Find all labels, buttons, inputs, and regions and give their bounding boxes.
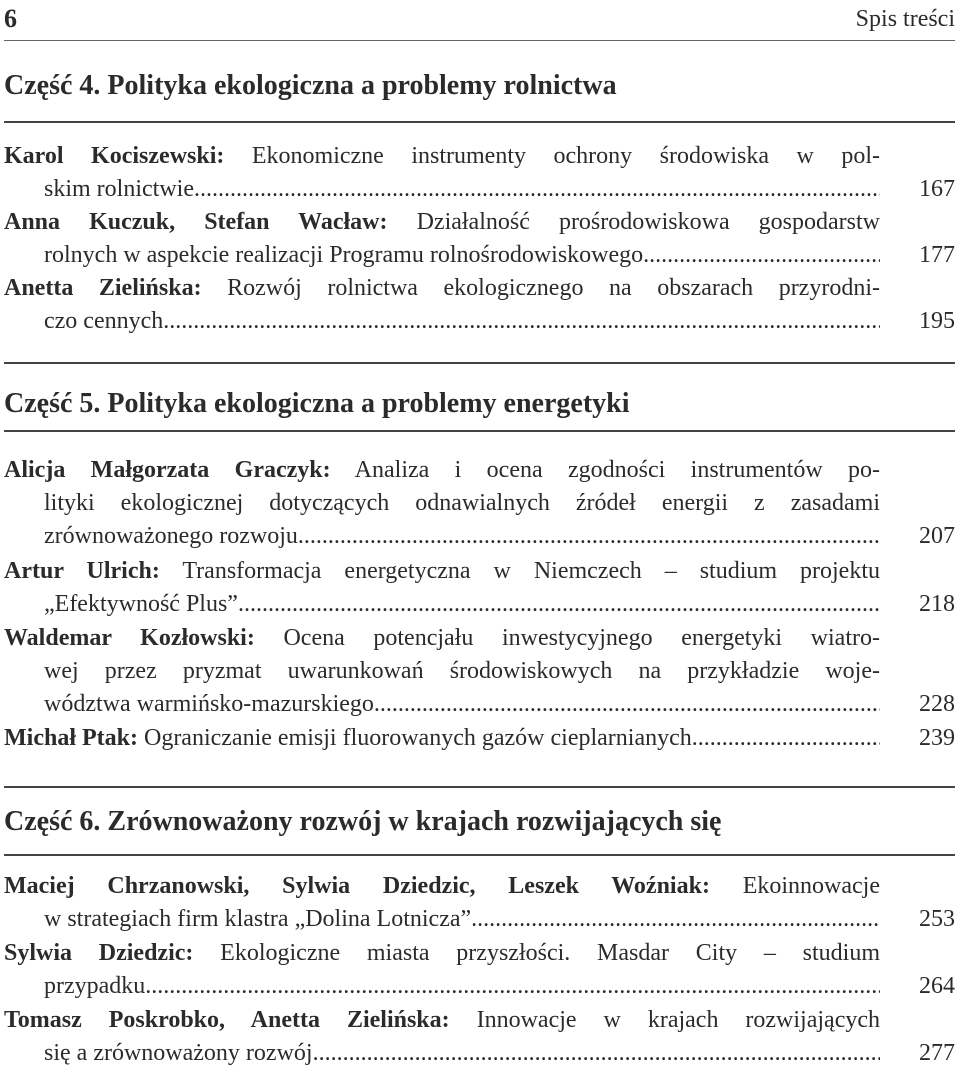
entry-page: 228 [919, 691, 955, 717]
entry-author: Waldemar Kozłowski: [4, 625, 255, 651]
entry-title-end: zrównoważonego rozwoju [44, 523, 298, 549]
part-rule [4, 430, 955, 432]
toc-entry[interactable] [4, 555, 955, 621]
part-rule [4, 854, 955, 856]
entry-title: Innowacje w krajach rozwijających [449, 1007, 880, 1033]
entry-author: Anna Kuczuk, Stefan Wacław: [4, 209, 388, 235]
entry-page: 218 [919, 591, 955, 617]
entry-title-end: w strategiach firm klastra „Dolina Lotnicza” [44, 906, 472, 932]
entry-title: Ekoinnowacje [709, 873, 880, 899]
toc-entry[interactable] [4, 454, 955, 553]
entry-line [4, 937, 880, 970]
toc-entry[interactable] [4, 1004, 955, 1070]
part-title: Część 4. Polityka ekologiczna a problemy rolnictwa [4, 70, 617, 101]
entry-title-end: Ograniczanie emisji fluorowanych gazów cieplarnianych [137, 725, 692, 751]
entry-title: Transformacja energetyczna w Niemczech – studium projektu [159, 558, 880, 584]
entry-line [4, 140, 880, 173]
entry-title: Rozwój rolnictwa ekologicznego na obszarach przyrodni- [201, 275, 880, 301]
entry-title-end: „Efektywność Plus” [44, 591, 238, 617]
entry-line [4, 454, 880, 487]
toc-entry[interactable] [4, 870, 955, 936]
entry-author: Sylwia Dziedzic: [4, 940, 194, 966]
entry-title: Analiza i ocena zgodności instrumentów po- [330, 457, 880, 483]
entry-title: Ekonomiczne instrumenty ochrony środowiska w pol- [224, 143, 880, 169]
entry-line [4, 555, 880, 588]
part-title: Część 6. Zrównoważony rozwój w krajach rozwijających się [4, 806, 722, 837]
leader-dots [692, 722, 880, 755]
entry-page: 167 [919, 176, 955, 202]
entry-page: 177 [919, 242, 955, 268]
entry-author: Artur Ulrich: [4, 558, 160, 584]
entry-title-end: rolnych w aspekcie realizacji Programu rolnośrodowiskowego [44, 242, 644, 268]
toc-entry[interactable] [4, 722, 955, 755]
entry-line [4, 870, 880, 903]
toc-entry[interactable] [4, 206, 955, 272]
entry-title: Działalność prośrodowiskowa gospodarstw [387, 209, 880, 235]
leader-dots [238, 588, 880, 621]
entry-title-end: skim rolnictwie [44, 176, 194, 202]
leader-dots [643, 239, 880, 272]
entry-author: Alicja Małgorzata Graczyk: [4, 457, 331, 483]
entry-title-end: się a zrównoważony rozwój [44, 1040, 313, 1066]
entry-author: Karol Kociszewski: [4, 143, 225, 169]
entry-title-end: wództwa warmińsko-mazurskiego [44, 691, 374, 717]
entry-line: wej przez pryzmat uwarunkowań środowiskowych na przykładzie woje- [44, 658, 880, 684]
toc-entry[interactable] [4, 937, 955, 1003]
entry-line: lityki ekologicznej dotyczących odnawialnych źródeł energii z zasadami [44, 490, 880, 516]
leader-dots [145, 970, 880, 1003]
part-rule [4, 362, 955, 364]
toc-entry[interactable] [4, 140, 955, 206]
entry-page: 253 [919, 906, 955, 932]
entry-line [4, 622, 880, 655]
leader-dots [163, 305, 880, 338]
running-head: Spis treści [855, 6, 955, 32]
entry-title-end: przypadku [44, 973, 146, 999]
page-number: 6 [4, 4, 17, 33]
entry-line [4, 206, 880, 239]
entry-line [4, 1004, 880, 1037]
leader-dots [374, 688, 880, 721]
part-rule [4, 786, 955, 788]
entry-author: Tomasz Poskrobko, Anetta Zielińska: [4, 1007, 450, 1033]
page-header [4, 4, 955, 38]
entry-line [4, 272, 880, 305]
toc-entry[interactable] [4, 622, 955, 721]
entry-title: Ocena potencjału inwestycyjnego energetyki wiatro- [254, 625, 880, 651]
part-rule [4, 121, 955, 123]
entry-title-end: czo cennych [44, 308, 164, 334]
header-rule [4, 40, 955, 41]
entry-page: 264 [919, 973, 955, 999]
toc-entry[interactable] [4, 272, 955, 338]
entry-page: 195 [919, 308, 955, 334]
entry-author: Maciej Chrzanowski, Sylwia Dziedzic, Leszek Woźniak: [4, 873, 710, 899]
leader-dots [298, 520, 880, 553]
entry-page: 239 [919, 725, 955, 751]
entry-page: 277 [919, 1040, 955, 1066]
part-title: Część 5. Polityka ekologiczna a problemy energetyki [4, 388, 630, 419]
leader-dots [194, 173, 880, 206]
leader-dots [471, 903, 880, 936]
leader-dots [313, 1037, 880, 1070]
entry-author: Michał Ptak: [4, 725, 138, 751]
entry-page: 207 [919, 523, 955, 549]
entry-author: Anetta Zielińska: [4, 275, 202, 301]
entry-title: Ekologiczne miasta przyszłości. Masdar City – studium [193, 940, 880, 966]
